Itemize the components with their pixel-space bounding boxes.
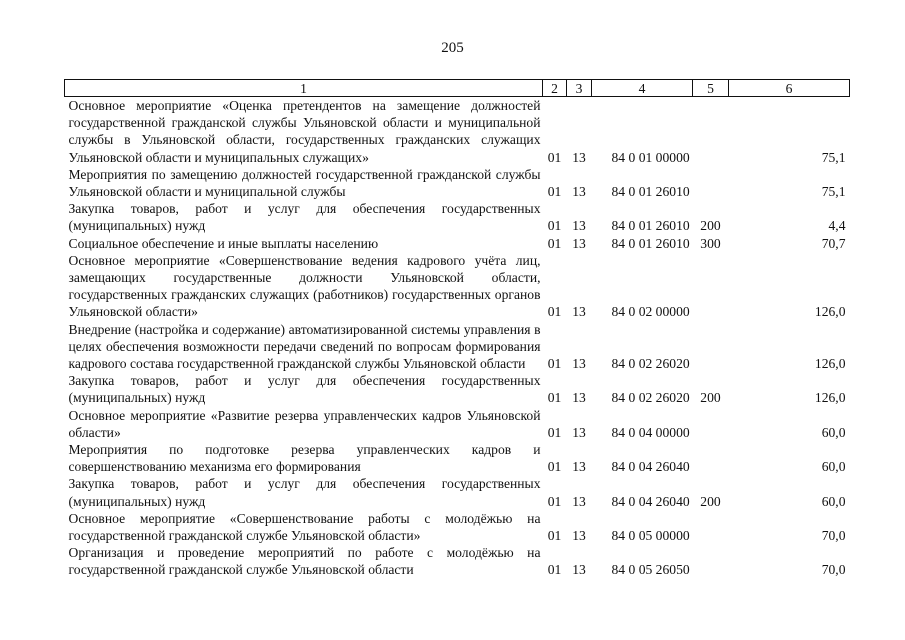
row-target-article: 84 0 04 26040 [611, 493, 690, 509]
header-col-3: 3 [567, 80, 592, 97]
row-name: Мероприятия по замещению должностей государственной гражданской службы Ульяновской области и муниципальной службы [68, 166, 541, 200]
table-row [65, 544, 850, 578]
row-subsection: 13 [572, 149, 586, 165]
row-subsection: 13 [572, 304, 586, 320]
row-target-article: 84 0 02 26020 [611, 356, 690, 372]
table-row [65, 235, 850, 252]
row-amount: 70,7 [821, 235, 846, 251]
row-expense-type [693, 97, 729, 166]
row-section: 01 [547, 390, 562, 406]
row-section: 01 [547, 149, 562, 165]
table-header [65, 80, 850, 97]
row-subsection: 13 [572, 424, 586, 440]
row-name: Закупка товаров, работ и услуг для обеспечения государственных (муниципальных) нужд [68, 201, 541, 234]
table-row [65, 252, 850, 321]
page-number: 205 [441, 40, 464, 56]
header-col-2: 2 [543, 80, 567, 97]
table-row [65, 441, 850, 475]
row-subsection: 13 [572, 235, 586, 251]
row-expense-type [693, 510, 729, 544]
row-section: 01 [547, 528, 562, 544]
row-amount: 60,0 [821, 493, 846, 509]
table-row [65, 510, 850, 544]
row-amount: 70,0 [821, 562, 846, 578]
table-row [65, 407, 850, 441]
row-section: 01 [547, 424, 562, 440]
row-name: Организация и проведение мероприятий по работе с молодёжью на государственной гражданской службе Ульяновской области [68, 545, 541, 578]
row-target-article: 84 0 02 00000 [611, 304, 690, 320]
budget-table [64, 79, 850, 579]
row-section: 01 [547, 493, 562, 509]
row-target-article: 84 0 01 26010 [611, 218, 690, 234]
table-row [65, 475, 850, 509]
row-name: Социальное обеспечение и иные выплаты населению [68, 235, 379, 251]
row-subsection: 13 [572, 184, 586, 200]
row-name: Основное мероприятие «Совершенствование работы с молодёжью на государственной гражданской службе Ульяновской области» [68, 510, 541, 544]
row-expense-type [693, 407, 729, 441]
row-amount: 60,0 [821, 424, 846, 440]
row-amount: 75,1 [821, 184, 846, 200]
row-subsection: 13 [572, 218, 586, 234]
row-expense-type: 200 [700, 218, 721, 234]
header-col-5: 5 [693, 80, 729, 97]
row-name: Закупка товаров, работ и услуг для обеспечения государственных (муниципальных) нужд [68, 373, 541, 406]
row-expense-type: 200 [700, 493, 721, 509]
table-body [65, 97, 850, 579]
table-row [65, 200, 850, 234]
row-name: Основное мероприятие «Развитие резерва управленческих кадров Ульяновской области» [68, 407, 541, 440]
header-col-1: 1 [65, 80, 543, 97]
row-section: 01 [547, 356, 562, 372]
table-row [65, 372, 850, 406]
table-row [65, 97, 850, 166]
row-expense-type [693, 166, 729, 200]
row-expense-type [693, 321, 729, 373]
row-expense-type [693, 441, 729, 475]
row-subsection: 13 [572, 493, 586, 509]
row-amount: 126,0 [814, 304, 846, 320]
row-name: Внедрение (настройка и содержание) автоматизированной системы управления в целях обеспечения возможности передачи сведений по вопросам формирования кадрового состава государственной гражданской службы Ульяновской области [68, 321, 541, 372]
row-amount: 60,0 [821, 459, 846, 475]
row-subsection: 13 [572, 459, 586, 475]
row-section: 01 [547, 562, 562, 578]
header-col-4: 4 [592, 80, 693, 97]
row-subsection: 13 [572, 528, 586, 544]
row-amount: 4,4 [828, 218, 846, 234]
row-target-article: 84 0 01 26010 [611, 184, 690, 200]
row-amount: 126,0 [814, 390, 846, 406]
row-subsection: 13 [572, 562, 586, 578]
row-section: 01 [547, 184, 562, 200]
row-target-article: 84 0 05 26050 [611, 562, 690, 578]
row-amount: 126,0 [814, 356, 846, 372]
row-expense-type: 300 [700, 235, 721, 251]
row-subsection: 13 [572, 356, 586, 372]
row-expense-type: 200 [700, 390, 721, 406]
row-name: Основное мероприятие «Совершенствование ведения кадрового учёта лиц, замещающих государственные должности Ульяновской области, государственных гражданских служащих (работников) государственных органов Ульяновской области» [68, 252, 541, 320]
table-row [65, 166, 850, 200]
row-section: 01 [547, 235, 562, 251]
row-target-article: 84 0 01 00000 [611, 149, 690, 165]
row-target-article: 84 0 04 26040 [611, 459, 690, 475]
table-row [65, 321, 850, 373]
row-name: Закупка товаров, работ и услуг для обеспечения государственных (муниципальных) нужд [68, 476, 541, 509]
row-section: 01 [547, 218, 562, 234]
row-amount: 75,1 [821, 149, 846, 165]
row-target-article: 84 0 01 26010 [611, 235, 690, 251]
row-target-article: 84 0 02 26020 [611, 390, 690, 406]
header-row [65, 80, 850, 97]
row-name: Основное мероприятие «Оценка претендентов на замещение должностей государственной гражданской службы Ульяновской области и муниципальной службы в Ульяновской области, государственных гражданских служащих Ульяновской области и муниципальных служащих» [68, 98, 541, 165]
header-col-6: 6 [729, 80, 850, 97]
row-amount: 70,0 [821, 528, 846, 544]
row-name: Мероприятия по подготовке резерва управленческих кадров и совершенствованию механизма его формирования [68, 442, 541, 475]
row-subsection: 13 [572, 390, 586, 406]
row-section: 01 [547, 459, 562, 475]
row-target-article: 84 0 04 00000 [611, 424, 690, 440]
row-section: 01 [547, 304, 562, 320]
row-target-article: 84 0 05 00000 [611, 528, 690, 544]
row-expense-type [693, 252, 729, 321]
row-expense-type [693, 544, 729, 578]
